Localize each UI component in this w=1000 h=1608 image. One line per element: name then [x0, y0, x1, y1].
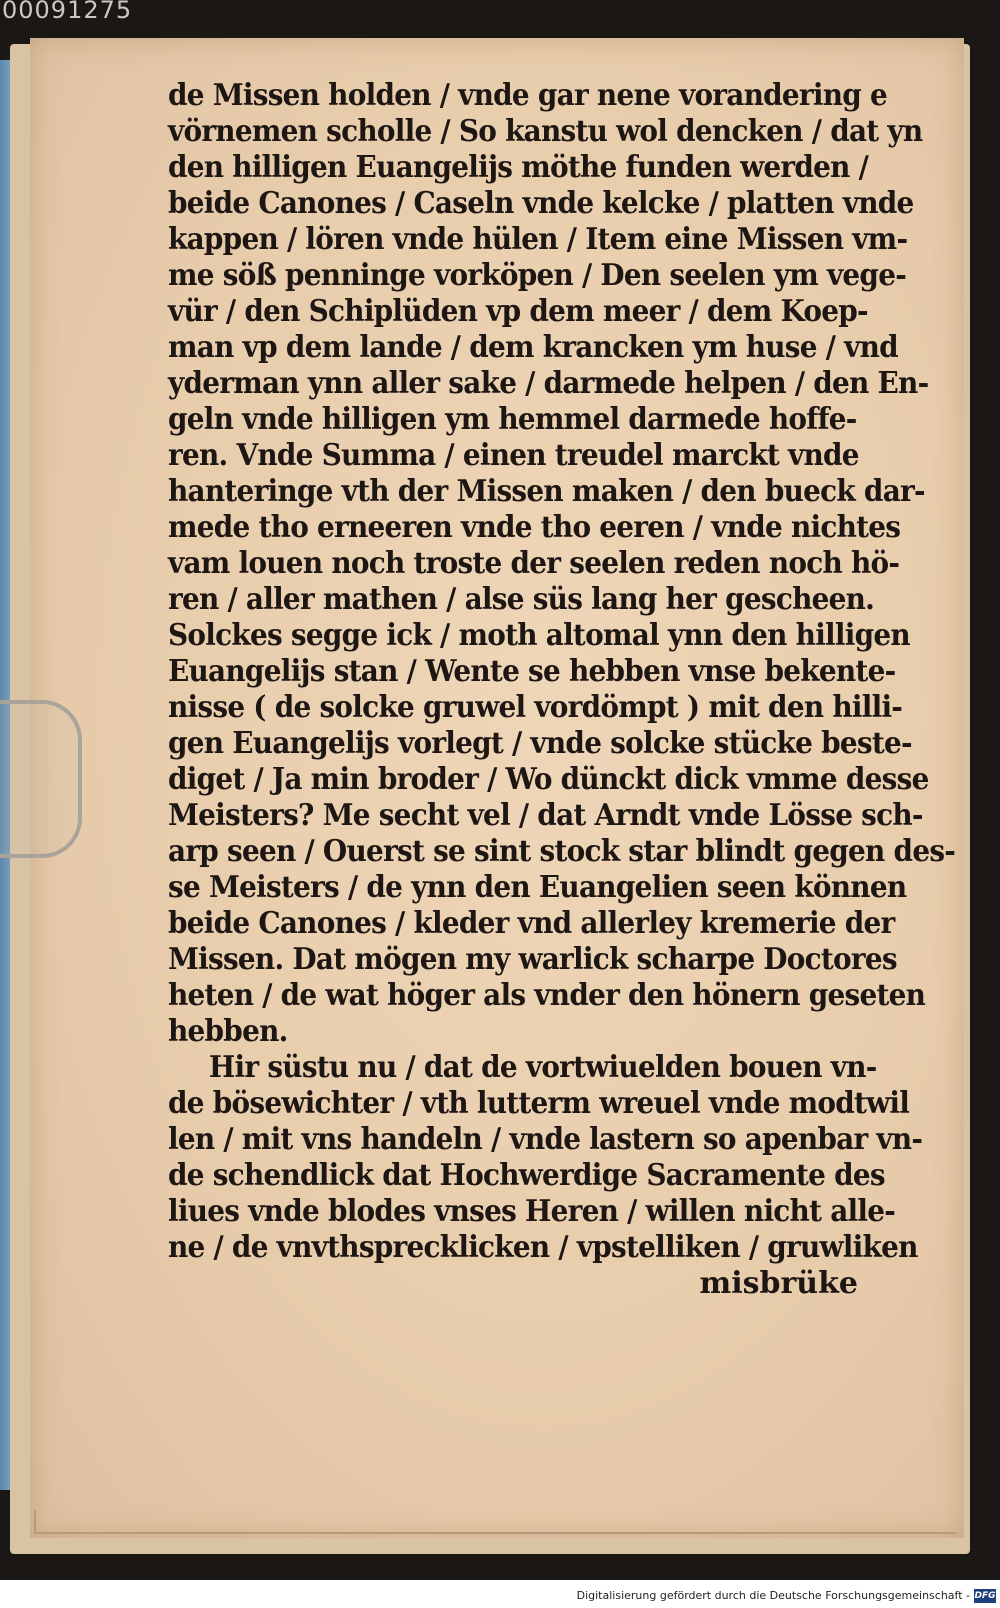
- text-line: beide Canones / Caseln vnde kelcke / platten vnde: [168, 186, 914, 221]
- text-line: Meisters? Me secht vel / dat Arndt vnde Lösse sch-: [168, 798, 923, 833]
- text-line: den hilligen Euangelijs möthe funden werden /: [168, 150, 869, 185]
- text-line: de bösewichter / vth lutterm wreuel vnde modtwil: [168, 1086, 910, 1121]
- text-line: Missen. Dat mögen my warlick scharpe Doctores: [168, 942, 897, 977]
- text-line: vam louen noch troste der seelen reden noch hö-: [168, 546, 900, 581]
- dfg-logo-icon: DFG: [974, 1591, 996, 1601]
- text-line: gen Euangelijs vorlegt / vnde solcke stücke beste-: [168, 726, 912, 761]
- text-line: de Missen holden / vnde gar nene vorandering e: [168, 78, 888, 113]
- text-line: Hir süstu nu / dat de vortwiuelden bouen vn-: [208, 1050, 877, 1085]
- text-line: mede tho erneeren vnde tho eeren / vnde nichtes: [168, 510, 901, 545]
- text-line: hanteringe vth der Missen maken / den bueck dar-: [168, 474, 925, 509]
- text-line: len / mit vns handeln / vnde lastern so apenbar vn-: [168, 1122, 923, 1157]
- text-line: ren. Vnde Summa / einen treudel marckt vnde: [168, 438, 859, 473]
- text-line: nisse ( de solcke gruwel vordömpt ) mit den hilli-: [168, 690, 903, 725]
- text-line: yderman ynn aller sake / darmede helpen / den En-: [168, 366, 929, 401]
- catchword: misbrüke: [699, 1266, 858, 1301]
- page-text-block: [168, 78, 956, 1302]
- text-line: Solckes segge ick / moth altomal ynn den hilligen: [168, 618, 910, 653]
- text-line: diget / Ja min broder / Wo dünckt dick vmme desse: [168, 762, 929, 797]
- text-line: heten / de wat höger als vnder den hönern geseten: [168, 978, 926, 1013]
- text-line: vörnemen scholle / So kanstu wol dencken / dat yn: [168, 114, 923, 149]
- shelfmark-label: 00091275: [2, 0, 133, 24]
- text-line: man vp dem lande / dem krancken ym huse / vnd: [168, 330, 898, 365]
- text-line: se Meisters / de ynn den Euangelien seen können: [168, 870, 907, 905]
- text-line: ne / de vnvthsprecklicken / vpstelliken / gruwliken: [168, 1230, 918, 1265]
- text-line: Euangelijs stan / Wente se hebben vnse bekente-: [168, 654, 896, 689]
- text-line: beide Canones / kleder vnd allerley kremerie der: [168, 906, 895, 941]
- text-line: hebben.: [168, 1014, 288, 1049]
- text-line: de schendlick dat Hochwerdige Sacramente des: [168, 1158, 885, 1193]
- text-line: arp seen / Ouerst se sint stock star blindt gegen des-: [168, 834, 956, 869]
- footer-bar: [0, 1580, 1000, 1608]
- text-line: kappen / lören vnde hülen / Item eine Missen vm-: [168, 222, 908, 257]
- text-line: vür / den Schiplüden vp dem meer / dem Koep-: [168, 294, 868, 329]
- text-line: me söß penninge vorköpen / Den seelen ym vege-: [168, 258, 907, 293]
- digitization-credit: Digitalisierung gefördert durch die Deutsche Forschungsgemeinschaft -: [576, 1589, 970, 1602]
- text-line: ren / aller mathen / alse süs lang her gescheen.: [168, 582, 875, 617]
- page-clip: [0, 700, 82, 858]
- page-edges: [34, 1510, 956, 1534]
- text-line: geln vnde hilligen ym hemmel darmede hoffe-: [168, 402, 857, 437]
- text-line: liues vnde blodes vnses Heren / willen nicht alle-: [168, 1194, 896, 1229]
